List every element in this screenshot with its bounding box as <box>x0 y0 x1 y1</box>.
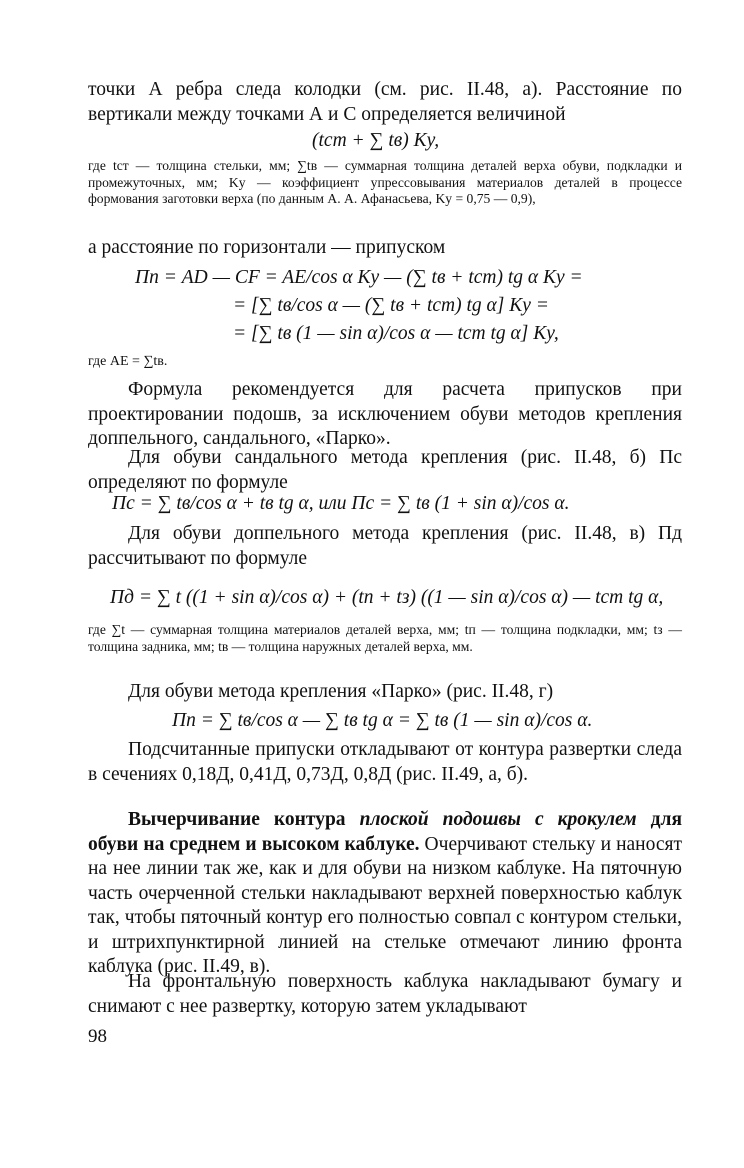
paragraph-9 <box>88 970 682 1019</box>
paragraph-8-bold: Вычерчивание контура <box>128 809 360 830</box>
note-1-text: где tст — толщина стельки, мм; ∑tв — суммарная толщина деталей верха обуви, подкладки и промежуточных, мм; Kу — коэффициент упрессовывания материалов деталей в процессе формования заготовки верха (по данным А. А. Афанасьева, Kу = 0,75 — 0,9), <box>88 158 682 206</box>
paragraph-1-text: точки А ребра следа колодки (см. рис. II.48, а). Расстояние по вертикали между точками А и С определяется величиной <box>88 79 682 125</box>
paragraph-5 <box>88 522 682 571</box>
note-1 <box>88 158 682 208</box>
paragraph-8-bold-italic: плоской подошвы с крокулем <box>359 809 637 830</box>
paragraph-8-text <box>88 808 682 980</box>
paragraph-1 <box>88 78 682 127</box>
formula-2-line-3: = [∑ tв (1 — sin α)/cos α — tст tg α] Kу, <box>233 323 559 344</box>
formula-1: (tст + ∑ tв) Kу, <box>312 130 440 151</box>
formula-2-where: где AE = ∑tв. <box>88 354 168 369</box>
formula-5: Пп = ∑ tв/cos α — ∑ tв tg α = ∑ tв (1 — sin α)/cos α. <box>172 710 593 731</box>
paragraph-7 <box>88 738 682 787</box>
paragraph-3-text: Формула рекомендуется для расчета припусков при проектировании подошв, за исключением обуви методов крепления доппельного, сандального, «Парко». <box>88 379 682 449</box>
formula-4: Пд = ∑ t ((1 + sin α)/cos α) + (tп + tз) ((1 — sin α)/cos α) — tст tg α, <box>110 587 664 608</box>
page-number: 98 <box>88 1026 107 1047</box>
paragraph-6-text: Для обуви метода крепления «Парко» (рис. II.48, г) <box>128 681 554 702</box>
paragraph-6 <box>88 680 682 705</box>
note-2-text: где ∑t — суммарная толщина материалов деталей верха, мм; tп — толщина подкладки, мм; tз — толщина задника, мм; tв — толщина наружных деталей верха, мм. <box>88 622 682 654</box>
paragraph-8-rest: Очерчивают стельку и наносят на нее линии так же, как и для обуви на низком каблуке. На пяточную часть очерченной стельки накладывают верхней поверхностью каблук так, чтобы пяточный контур его полностью совпал с контуром стельки, и штрихпунктирной линией на стельке отмечают линию фронта каблука (рис. II.49, в). <box>88 833 682 977</box>
note-2 <box>88 622 682 655</box>
paragraph-5-text: Для обуви доппельного метода крепления (рис. II.48, в) Пд рассчитывают по формуле <box>88 523 682 569</box>
formula-2-line-1: Пп = AD — CF = AE/cos α Kу — (∑ tв + tст) tg α Kу = <box>135 267 583 288</box>
formula-2-line-2: = [∑ tв/cos α — (∑ tв + tст) tg α] Kу = <box>233 295 549 316</box>
paragraph-3 <box>88 378 682 452</box>
paragraph-8-bold-2: для обуви на среднем и высоком каблуке. <box>88 809 682 855</box>
paragraph-4 <box>88 446 682 495</box>
paragraph-8 <box>88 808 682 980</box>
paragraph-2-text: а расстояние по горизонтали — припуском <box>88 237 446 258</box>
paragraph-4-text: Для обуви сандального метода крепления (рис. II.48, б) Пс определяют по формуле <box>88 447 682 493</box>
paragraph-7-text: Подсчитанные припуски откладывают от контура развертки следа в сечениях 0,18Д, 0,41Д, 0,73Д, 0,8Д (рис. II.49, а, б). <box>88 739 682 785</box>
paragraph-2 <box>88 236 682 261</box>
paragraph-9-text: На фронтальную поверхность каблука накладывают бумагу и снимают с нее развертку, которую затем укладывают <box>88 971 682 1017</box>
formula-3: Пс = ∑ tв/cos α + tв tg α, или Пс = ∑ tв (1 + sin α)/cos α. <box>112 493 570 514</box>
